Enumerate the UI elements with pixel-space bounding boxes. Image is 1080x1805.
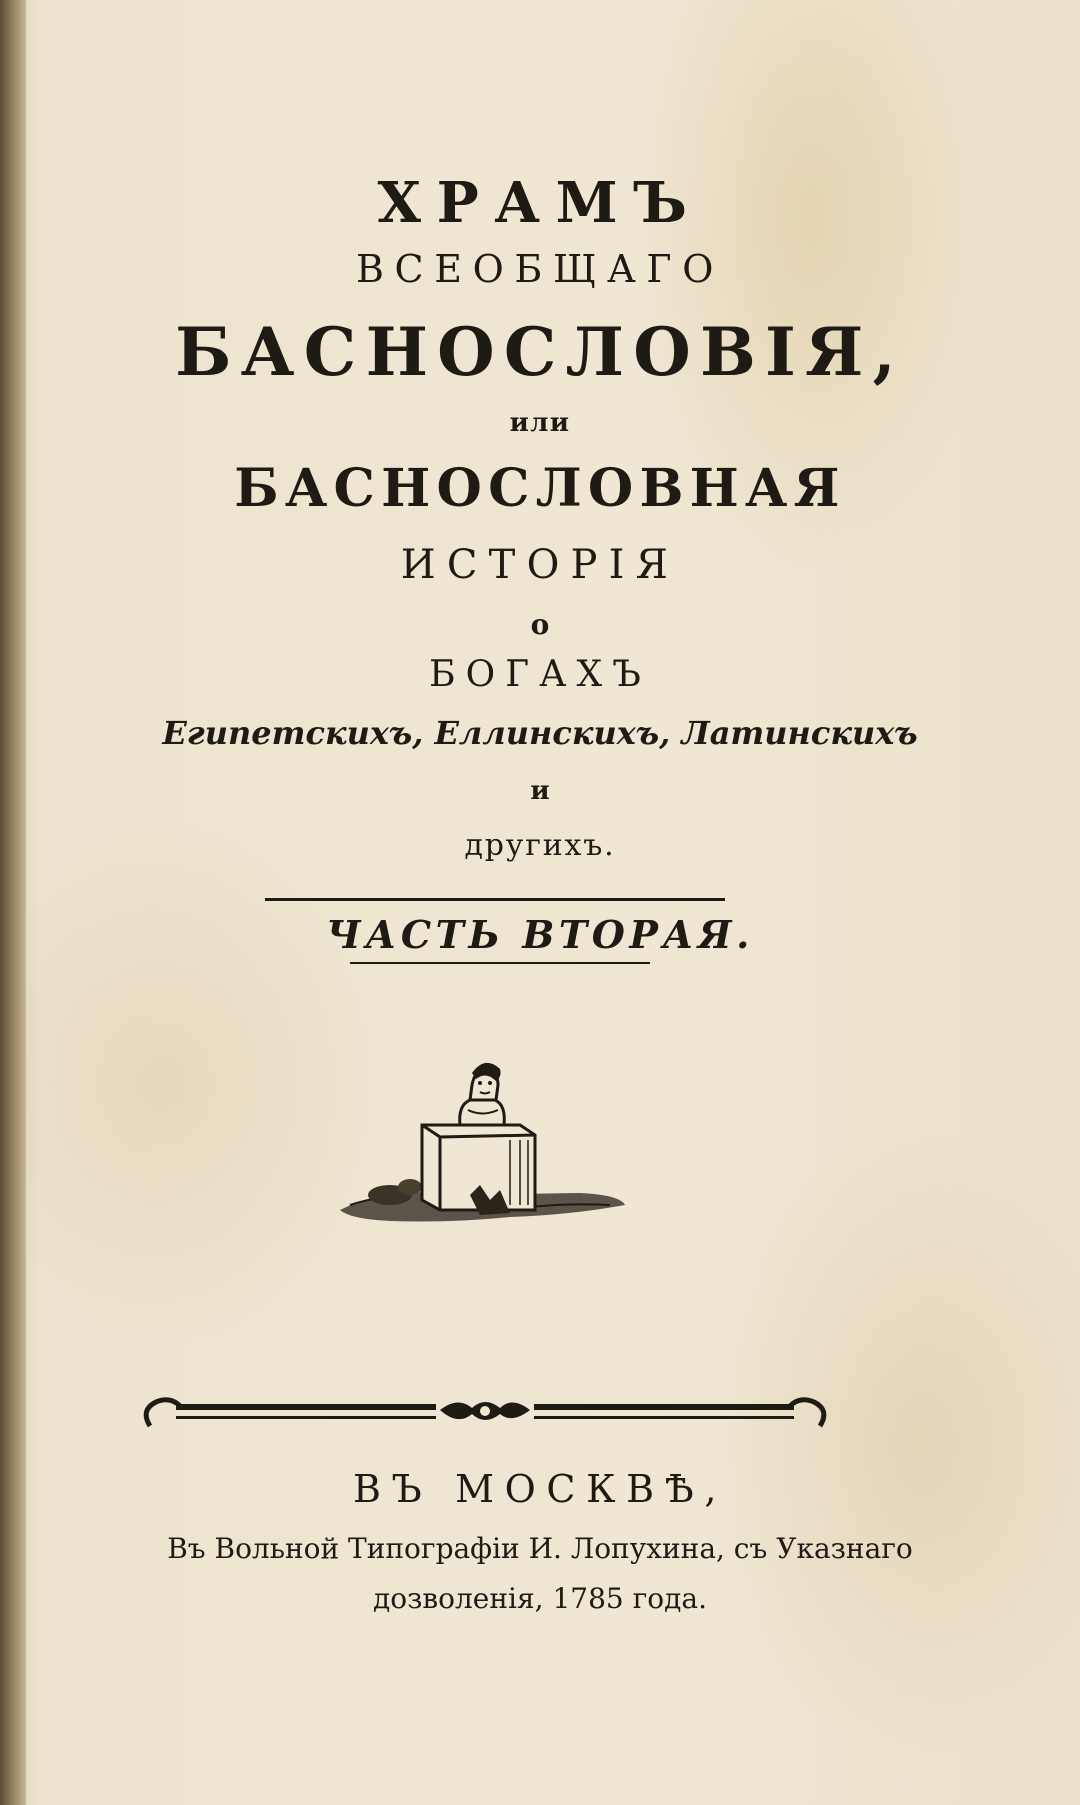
- title-word-o: о: [530, 608, 550, 641]
- part-heading: ЧАСТЬ ВТОРАЯ.: [326, 912, 754, 957]
- imprint-city: ВЪ МОСКВѢ,: [352, 1467, 728, 1511]
- part-rule-bottom: [350, 962, 650, 964]
- title-word-bogakh: БОГАХЪ: [429, 654, 651, 695]
- title-word-basnosloviya: БАСНОСЛОВІЯ,: [175, 313, 905, 391]
- title-word-i: и: [530, 776, 550, 806]
- title-word-basnoslovnaya: БАСНОСЛОВНАЯ: [234, 458, 846, 519]
- title-gods-list: Египетскихъ, Еллинскихъ, Латинскихъ: [162, 714, 918, 752]
- title-word-ili: или: [509, 408, 571, 438]
- imprint-date-line: дозволенія, 1785 года.: [373, 1582, 707, 1615]
- imprint-printer-line: Въ Вольной Типографіи И. Лопухина, съ Указнаго: [167, 1532, 913, 1565]
- title-word-vseobshchago: ВСЕОБЩАГО: [355, 247, 725, 291]
- title-word-drugikh: другихъ.: [464, 828, 616, 863]
- part-rule-top: [265, 898, 725, 901]
- title-word-khram: ХРАМЪ: [377, 170, 703, 236]
- woodcut-vignette-icon: [330, 1045, 630, 1245]
- ornamental-border-icon: [140, 1392, 830, 1440]
- title-word-istoriya: ИСТОРІЯ: [400, 542, 680, 588]
